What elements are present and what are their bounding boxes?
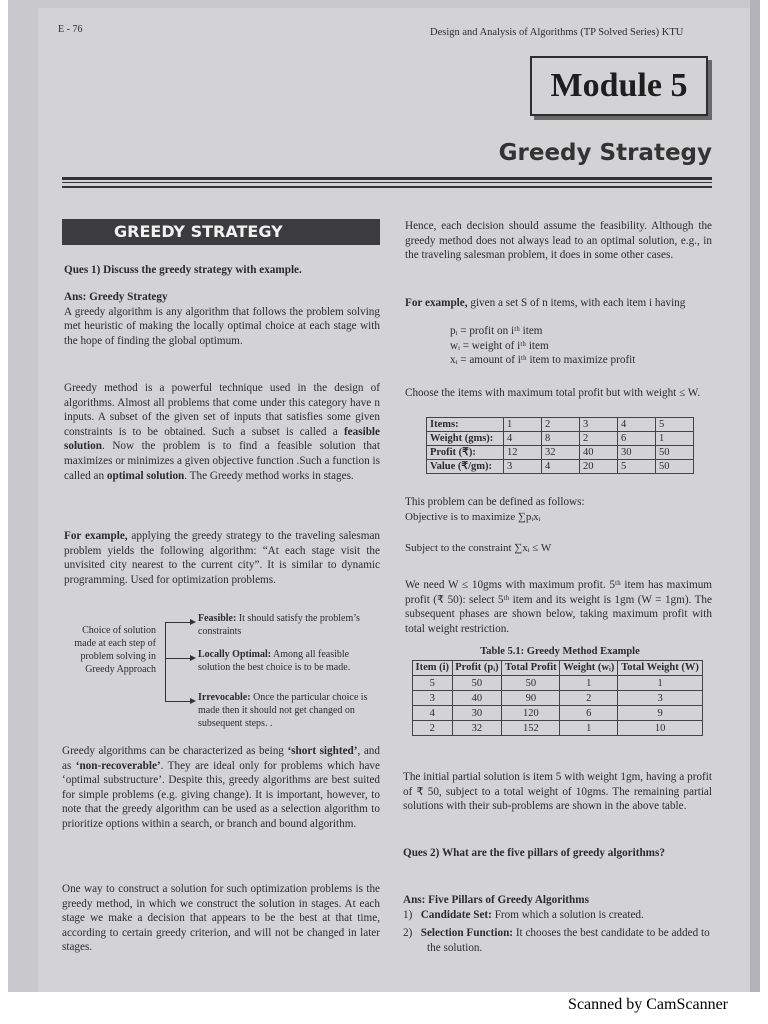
item-title: Feasible:: [198, 613, 237, 624]
scanner-watermark: Scanned by CamScanner: [568, 996, 728, 1013]
text: , and as: [62, 745, 380, 772]
table-cell: 5: [656, 418, 694, 432]
text: Hence, each decision should assume the feasibility. Although the greedy method does not always lead to an optimal solution, e.g., in the traveling salesman problem, it does in some other cases.: [405, 220, 712, 262]
constraint: [405, 541, 712, 556]
term-optimal-solution: optimal solution: [106, 469, 185, 482]
text: Choose the items with maximum total profit but with weight ≤ W.: [405, 387, 701, 399]
list-number: 2): [403, 927, 413, 940]
list-number: 1): [403, 908, 413, 921]
paragraph-selection: [405, 578, 712, 636]
item-title: Locally Optimal:: [198, 649, 272, 660]
definition-weight: wᵢ = weight of iᵗʰ item: [450, 339, 549, 352]
table-row: [413, 676, 703, 691]
diagram-label: Choice of solution made at each step of problem solving in Greedy Approach: [74, 625, 156, 675]
choose-instruction: [405, 386, 712, 401]
table-cell: 3: [618, 691, 703, 706]
text: From which a solution is created.: [491, 908, 644, 921]
column-header: Total Profit: [502, 661, 560, 676]
paragraph-initial-solution: [403, 770, 712, 814]
table-cell: 1: [656, 432, 694, 446]
table-cell: 2: [542, 418, 580, 432]
table-cell: 32: [452, 721, 502, 736]
table-cell: 3: [504, 460, 542, 474]
paragraph-characteristics: [62, 744, 380, 832]
pillar-2: [403, 926, 712, 955]
table-cell: 4: [413, 706, 453, 721]
diagram-item-irrevocable: [198, 691, 380, 730]
problem-definition: [405, 495, 712, 524]
pillar-title: Candidate Set:: [420, 908, 492, 921]
item-text: Among all feasible solution the best choice is to be made.: [198, 649, 351, 673]
text: Greedy algorithms can be characterized as being: [62, 745, 288, 757]
table-cell: 12: [504, 446, 542, 460]
table-cell: 1: [618, 676, 703, 691]
question-1: [64, 263, 380, 278]
table-row: [413, 706, 703, 721]
table-cell: 2: [580, 432, 618, 446]
text: Greedy method is a powerful technique used in the design of algorithms. Almost all problems that come under this category have n inputs. A subset of the given set of inputs that satisfies some given constraints is to be obtained. Such a subset is called a: [64, 382, 380, 438]
table-cell: 9: [618, 706, 703, 721]
table-cell: 120: [502, 706, 560, 721]
table-cell: 6: [618, 432, 656, 446]
table-cell: 2: [413, 721, 453, 736]
text: The initial partial solution is item 5 with weight 1gm, having a profit of ₹ 50, subject to a total weight of 10gms. The remaining partial solutions with their sub-problems are shown in the above table.: [403, 771, 712, 813]
table-cell: 5: [413, 676, 453, 691]
running-header: Design and Analysis of Algorithms (TP Solved Series) KTU: [430, 27, 684, 38]
table-cell: 40: [580, 446, 618, 460]
paragraph-example-right: [405, 296, 712, 311]
row-label: Value (₹/gm):: [427, 460, 504, 474]
table-cell: 1: [560, 676, 618, 691]
table-cell: 10: [618, 721, 703, 736]
paragraph-construction: [62, 882, 380, 955]
example-lead: For example,: [405, 297, 468, 309]
table-cell: 3: [413, 691, 453, 706]
table-cell: 2: [560, 691, 618, 706]
table-cell: 4: [504, 432, 542, 446]
constraint-formula: Subject to the constraint ∑xᵢ ≤ W: [405, 542, 552, 554]
arrow-line: [165, 658, 191, 659]
table-row: [427, 432, 694, 446]
module-label: Module 5: [530, 56, 708, 116]
table-cell: 1: [560, 721, 618, 736]
text: We need W ≤ 10gms with maximum profit. 5ᵗʰ item has maximum profit (₹ 50): select 5ᵗʰ item and its weight is 1gm (W = 1gm). The subsequent phases are shown below, taking maximum profit with total weight restriction.: [405, 579, 712, 635]
table-cell: 50: [502, 676, 560, 691]
objective-formula: Objective is to maximize ∑pᵢxᵢ: [405, 510, 541, 523]
title-rule: [62, 186, 712, 188]
table-cell: 90: [502, 691, 560, 706]
column-header: Item (i): [413, 661, 453, 676]
table-cell: 50: [656, 460, 694, 474]
answer-heading: Ans: Greedy Strategy: [64, 291, 168, 303]
row-label: Weight (gms):: [427, 432, 504, 446]
term-non-recoverable: ‘non-recoverable’: [75, 759, 161, 772]
diagram-item-feasible: [198, 612, 380, 638]
table-cell: 4: [542, 460, 580, 474]
arrow-right-icon: [190, 698, 196, 704]
paragraph-feasible: [64, 381, 380, 483]
arrow-right-icon: [190, 619, 196, 625]
table-cell: 50: [452, 676, 502, 691]
definitions: [450, 324, 700, 368]
table-cell: 32: [542, 446, 580, 460]
items-table: [426, 417, 694, 474]
column-header: Total Weight (W): [618, 661, 703, 676]
greedy-example-table: [412, 660, 703, 736]
table-row: [427, 446, 694, 460]
table-cell: 5: [618, 460, 656, 474]
definition-profit: pᵢ = profit on iᵗʰ item: [450, 325, 543, 337]
question-2: [403, 846, 712, 861]
example-lead: For example,: [64, 530, 128, 542]
title-rule: [62, 182, 712, 183]
page-number: E - 76: [58, 24, 83, 35]
text: given a set S of n items, with each item i having: [467, 297, 686, 309]
table-row: [427, 460, 694, 474]
section-banner: GREEDY STRATEGY: [62, 219, 380, 245]
table-row: [413, 721, 703, 736]
table-header-row: [413, 661, 703, 676]
table-cell: 20: [580, 460, 618, 474]
answer-heading: Ans: Five Pillars of Greedy Algorithms: [403, 894, 589, 906]
question-text: Ques 2) What are the five pillars of greedy algorithms?: [403, 847, 665, 859]
table-row: [413, 691, 703, 706]
text: . They are ideal only for problems which have ‘optimal substructure’. Despite this, greedy algorithms are best suited for simple problems (e.g. giving change). It is important, however, to note that the greedy algorithm can be used as a selection algorithm to prioritize options within a search, or branch and bound algorithm.: [62, 759, 380, 830]
table-cell: 30: [452, 706, 502, 721]
diagram-connector: [165, 622, 166, 701]
row-label: Profit (₹):: [427, 446, 504, 460]
pillar-1: [403, 908, 712, 923]
arrow-line: [165, 701, 191, 702]
text: . The Greedy method works in stages.: [184, 469, 354, 482]
paragraph: A greedy algorithm is any algorithm that follows the problem solving met heuristic of making the locally optimal choice at each stage with the hope of finding the global optimum.: [64, 305, 380, 347]
page-edge: [750, 0, 760, 992]
arrow-right-icon: [190, 655, 196, 661]
chapter-title: Greedy Strategy: [498, 140, 712, 166]
item-text: Once the particular choice is made then it should not get changed on subsequent steps. .: [198, 692, 368, 729]
arrow-line: [165, 622, 191, 623]
column-header: Profit (pᵢ): [452, 661, 502, 676]
paragraph-feasibility: [405, 219, 712, 263]
table-cell: 3: [580, 418, 618, 432]
table-cell: 152: [502, 721, 560, 736]
pillar-title: Selection Function:: [420, 927, 514, 940]
diagram-item-locally-optimal: [198, 648, 380, 674]
table-cell: 1: [504, 418, 542, 432]
table-row: [427, 418, 694, 432]
item-title: Irrevocable:: [198, 692, 251, 703]
title-rule: [62, 177, 712, 180]
definition-amount: xᵢ = amount of iᵗʰ item to maximize profit: [450, 354, 636, 367]
answer-2: [403, 893, 712, 955]
table-caption: Table 5.1: Greedy Method Example: [480, 646, 640, 657]
table-cell: 4: [618, 418, 656, 432]
column-header: Weight (wᵢ): [560, 661, 618, 676]
table-cell: 30: [618, 446, 656, 460]
table-cell: 6: [560, 706, 618, 721]
text: One way to construct a solution for such optimization problems is the greedy method, in which we construct the solution in stages. At each stage we make a decision that appears to be the best at that time, according to certain greedy criterion, and will not be changed in later stages.: [62, 883, 380, 954]
term-short-sighted: ‘short sighted’: [287, 745, 358, 757]
table-cell: 8: [542, 432, 580, 446]
text: . Now the problem is to find a feasible solution that maximizes or minimizes a given objective function .Such a function is called an: [64, 440, 380, 482]
term-feasible-solution: feasible solution: [64, 425, 380, 453]
question-text: Ques 1) Discuss the greedy strategy with example.: [64, 264, 302, 276]
table-cell: 50: [656, 446, 694, 460]
answer-1-intro: [64, 290, 380, 348]
text: This problem can be defined as follows:: [405, 496, 585, 508]
item-text: It should satisfy the problem’s constraints: [198, 613, 360, 637]
paragraph-example: [64, 529, 380, 587]
row-label: Items:: [427, 418, 504, 432]
text: applying the greedy strategy to the traveling salesman problem yields the following algorithm: “At each stage visit the unvisited city nearest to the current city”. It is similar to dynamic programming. Used for optimization problems.: [64, 530, 381, 586]
text: It chooses the best candidate to be added to the solution.: [427, 927, 710, 954]
table-cell: 40: [452, 691, 502, 706]
